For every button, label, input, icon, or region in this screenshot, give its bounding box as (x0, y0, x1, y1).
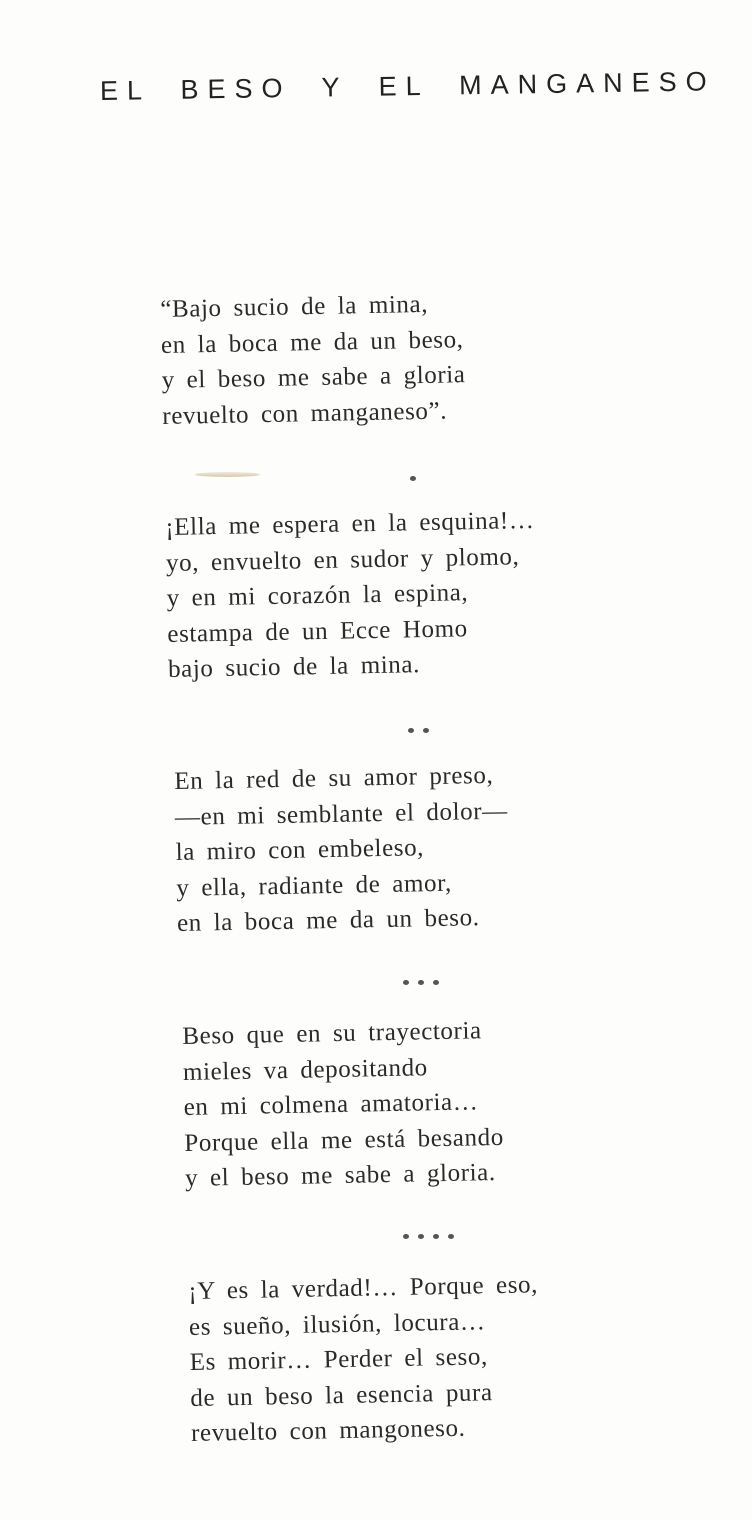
verse-line: revuelto con manganeso”. (162, 397, 448, 430)
dot-ornament (418, 1234, 424, 1239)
dot-ornament (403, 980, 409, 985)
separator-2 (408, 728, 429, 733)
verse-line: bajo sucio de la mina. (167, 651, 421, 683)
verse-line: la miro con embeleso, (175, 834, 425, 866)
verse-line: Es morir… Perder el seso, (189, 1343, 489, 1376)
dot-ornament (423, 728, 429, 733)
verse-line: revuelto con mangoneso. (190, 1414, 466, 1447)
stanza-5 (188, 1267, 541, 1451)
dot-ornament (403, 1234, 409, 1239)
stanza-3 (174, 758, 510, 942)
stanza-4 (182, 1013, 505, 1197)
separator-4 (403, 1234, 454, 1239)
verse-line: estampa de un Ecce Homo (167, 614, 468, 648)
verse-line: Beso que en su trayectoria (182, 1017, 482, 1050)
verse-line: y el beso me sabe a gloria (161, 361, 466, 394)
verse-line: “Bajo sucio de la mina, (160, 290, 429, 323)
verse-line: ¡Ella me espera en la esquina!… (165, 506, 535, 541)
verse-line: de un beso la esencia pura (190, 1378, 493, 1412)
verse-line: y el beso me sabe a gloria. (184, 1159, 496, 1192)
dot-ornament (418, 980, 424, 985)
verse-line: y ella, radiante de amor, (176, 869, 453, 902)
verse-line: mieles va depositando (182, 1053, 429, 1086)
verse-line: Porque ella me está besando (184, 1123, 505, 1157)
dot-ornament (448, 1234, 454, 1239)
verse-line: En la red de su amor preso, (174, 761, 494, 795)
separator-3 (403, 980, 439, 985)
dot-ornament (433, 1234, 439, 1239)
verse-line: es sueño, ilusión, locura… (188, 1307, 486, 1341)
stanza-2 (165, 503, 537, 688)
dot-ornament (433, 980, 439, 985)
verse-line: —en mi semblante el dolor— (174, 797, 508, 831)
verse-line: en la boca me da un beso. (176, 904, 480, 937)
dot-ornament (410, 476, 416, 481)
separator-1 (410, 476, 416, 481)
poem-title: EL BESO Y EL MANGANESO (99, 66, 716, 106)
verse-line: yo, envuelto en sudor y plomo, (165, 542, 520, 577)
verse-line: ¡Y es la verdad!… Porque eso, (188, 1271, 539, 1305)
verse-line: en mi colmena amatoria… (183, 1088, 479, 1121)
dot-ornament (408, 728, 414, 733)
stanza-1 (160, 286, 467, 434)
paper-smudge (195, 472, 260, 477)
verse-line: en la boca me da un beso, (160, 325, 464, 359)
verse-line: y en mi corazón la espina, (166, 579, 469, 612)
